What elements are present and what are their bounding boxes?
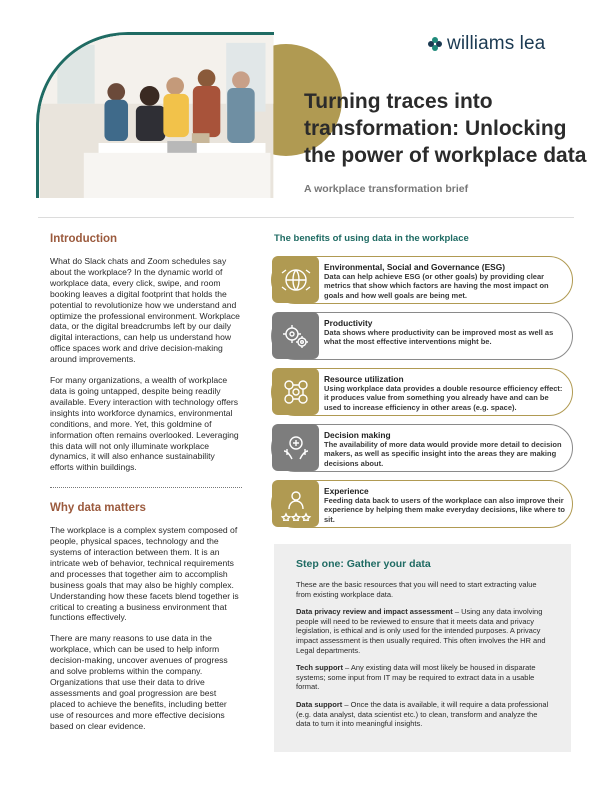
header-divider <box>38 217 574 218</box>
benefit-title: Productivity <box>324 318 373 328</box>
benefit-card-decision <box>271 424 573 472</box>
gather-intro: These are the basic resources that you will need to start extracting value from existing workplace data. <box>296 580 537 599</box>
gather-item-text: – Using any data involving people will need to be reviewed to ensure that it meets data and privacy legislation, is ethical and is only used for the intended purposes. A privacy impact assessment is then usually required. This often involves the HR and Legal departments. <box>296 607 546 655</box>
gather-item <box>296 607 549 655</box>
benefit-card-productivity <box>271 312 573 360</box>
introduction-paragraph: What do Slack chats and Zoom schedules say about the workplace? In the dynamic world of workplace data, every click, swipe, and room booking leaves a digital footprint that holds the potential to revolutionize how we understand and optimize the professional environment. Workplace data, or the digital breadcrumbs left by our daily digital interactions, can help us understand how office spaces work and drive decision-making around improvements. <box>50 256 240 365</box>
gears-productivity-icon <box>272 312 319 359</box>
gather-item-label: Data support <box>296 699 343 709</box>
gather-item <box>296 700 549 729</box>
gather-item-text: – Once the data is available, it will require a data professional (e.g. data analyst, data scientist etc.) to clean, transform and analyze the data to turn it into meaningful insights. <box>296 699 549 729</box>
hero-section <box>0 0 612 215</box>
team-photo-illustration <box>39 35 274 198</box>
introduction-paragraph: For many organizations, a wealth of workplace data is going untapped, despite being readily available. Every interaction with technology offers insights into workforce dynamics, environmental conditions, and more. Yet, this goldmine of information often remains overlooked. Leveraging this data will not only illuminate workplace dynamics, it will also enhance sustainability efforts within buildings. <box>50 375 239 473</box>
benefits-heading: The benefits of using data in the workplace <box>274 233 469 244</box>
why-data-heading: Why data matters <box>50 502 146 515</box>
team-photo <box>36 32 274 198</box>
hands-decision-icon <box>272 424 319 471</box>
gather-item-label: Tech support <box>296 663 343 673</box>
gather-item <box>296 663 549 692</box>
logo-text: williams lea <box>447 33 546 54</box>
section-divider <box>50 487 242 488</box>
why-data-paragraph: The workplace is a complex system composed of people, physical spaces, technology and the systems of interaction between them. It is an intricate web of behavior, technical requirements and processes that together aim to accomplish business goals that may also be highly complex. Understanding how these facets blend together is critical to creating a business environment that functions effectively. <box>50 525 239 623</box>
person-stars-icon <box>272 480 319 527</box>
benefit-text: Feeding data back to users of the workplace can also improve their experience by helping them make everyday decisions, like where to sit. <box>324 496 565 524</box>
benefit-title: Resource utilization <box>324 374 404 384</box>
gather-item-text: – Any existing data will most likely be housed in disparate systems; some input from IT may be required to extract data in a usable format. <box>296 663 536 692</box>
benefit-text: Data shows where productivity can be improved most as well as what the most effective interventions might be. <box>324 328 554 347</box>
resource-cycle-icon <box>272 368 319 415</box>
why-data-paragraph: There are many reasons to use data in the workplace, which can be used to help inform decision-making, uncover avenues of progress and solve problems within the company. Organizations that use their data to drive assessments and goal progression are best placed to achieve the benefits, including better use of resources and more effective decisions based on clear evidence. <box>50 633 228 731</box>
benefit-title: Experience <box>324 486 369 496</box>
benefit-card-experience <box>271 480 573 528</box>
benefit-text: The availability of more data would provide more detail to decision makers, as well as specific insight into the areas they are making decisions about. <box>324 440 562 468</box>
benefit-text: Using workplace data provides a double resource efficiency effect: it produces value from something you already have and can be used to increase efficiency in other areas (e.g. space). <box>324 384 563 412</box>
benefit-title: Environmental, Social and Governance (ESG) <box>324 262 506 272</box>
gather-item-label: Data privacy review and impact assessment <box>296 607 453 617</box>
left-column <box>50 233 240 742</box>
page-subtitle: A workplace transformation brief <box>304 183 469 195</box>
gather-data-box <box>274 544 571 752</box>
williams-lea-logo <box>428 33 545 55</box>
introduction-heading: Introduction <box>50 233 118 245</box>
benefit-card-esg <box>271 256 573 304</box>
esg-globe-icon <box>272 256 319 303</box>
logo-plus-icon <box>428 37 442 51</box>
benefit-card-resource <box>271 368 573 416</box>
gather-heading: Step one: Gather your data <box>296 558 431 570</box>
page-title: Turning traces into transformation: Unlocking the power of workplace data <box>304 90 587 167</box>
benefit-text: Data can help achieve ESG (or other goals) by providing clear metrics that show which factors are having the most impact on goals and how well goals are being met. <box>324 272 549 300</box>
benefit-title: Decision making <box>324 430 391 440</box>
